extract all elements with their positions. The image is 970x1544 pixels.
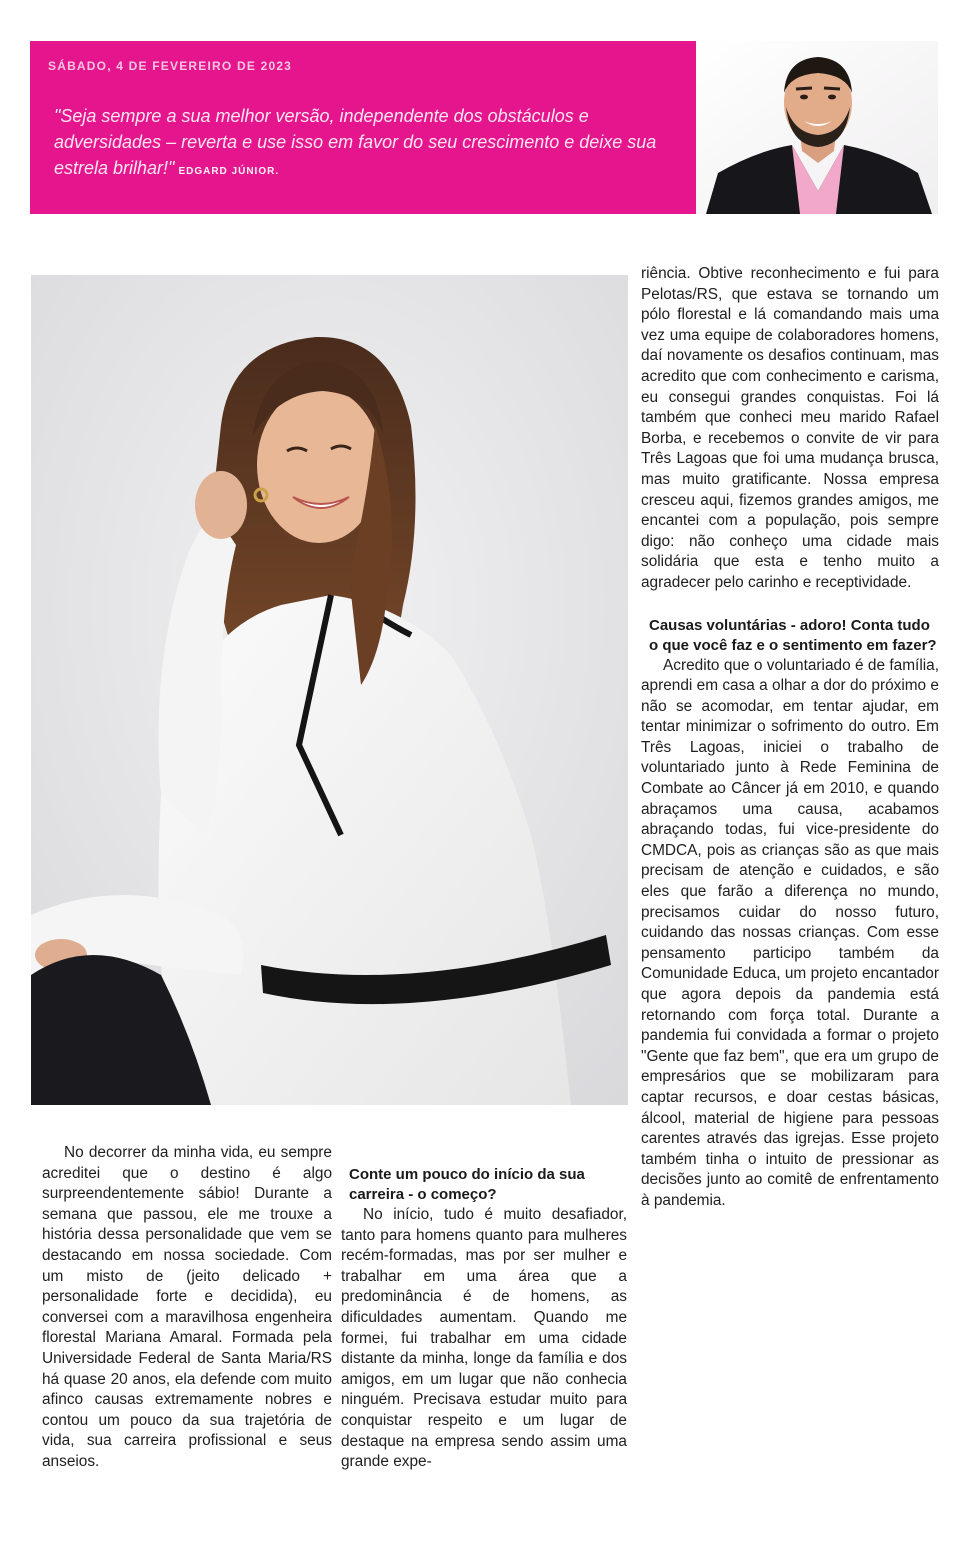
- columnist-portrait: [696, 41, 938, 214]
- answer-paragraph-career: No início, tudo é muito desafiador, tanto para homens quanto para mulheres recém-formadas, mas por ser mulher e trabalhar em uma área que a predominância é de homens, as dificuldades aumentam. Quando me formei, fui trabalhar em uma cidade distante da minha, longe da família e dos amigos, em um lugar que não conhecia ninguém. Precisava estudar muito para conquistar respeito e um lugar de destaque na empresa sendo assim uma grande expe-: [341, 1206, 627, 1471]
- article-column-3: [641, 264, 939, 1212]
- woman-portrait-image: [31, 275, 628, 1105]
- columnist-quote: [54, 103, 694, 185]
- publication-date: SÁBADO, 4 DE FEVEREIRO DE 2023: [48, 59, 293, 73]
- interview-photo: [31, 275, 628, 1105]
- answer-paragraph-volunteer: Acredito que o voluntariado é de família, aprendi em casa a olhar a dor do próximo e não se acomodar, em tentar ajudar, em tentar minimizar o sofrimento do outro. Em Três Lagoas, iniciei o trabalho de voluntariado junto à Rede Feminina de Combate ao Câncer já em 2010, e quando abraçamos uma causa, acabamos abraçando todas, fui vice-presidente do CMDCA, pois as crianças são as que mais precisam de atenção e cuidados, e são eles que farão a diferença no mundo, precisamos cuidar do nosso futuro, cuidando das nossas crianças. Com esse pensamento participo também da Comunidade Educa, um projeto encantador que agora depois da pandemia está retornando com força total. Durante a pandemia fui convidada a formar o projeto "Gente que faz bem", que era um grupo de empresários que se mobilizaram para captar recursos, e doar cestas básicas, álcool, material de higiene para pessoas carentes através das igrejas. Esse projeto também tinha o intuito de pressionar as decisões junto ao comitê de enfrentamento à pandemia.: [641, 656, 939, 1209]
- article-column-1: [42, 1143, 332, 1473]
- intro-paragraph: No decorrer da minha vida, eu sempre acreditei que o destino é algo surpreendentemente sábio! Durante a semana que passou, ele me trouxe a história dessa personalidade que vem se destacando em nossa sociedade. Com um misto de (jeito delicado + personalidade forte e decidida), eu conversei com a maravilhosa engenheira florestal Mariana Amaral. Formada pela Universidade Federal de Santa Maria/RS há quase 20 anos, ela defende com muito afinco causas extremamente nobres e contou um pouco da sua trajetória de vida, sua carreira profissional e seus anseios.: [42, 1144, 332, 1470]
- paragraph-spacer: [641, 594, 939, 616]
- article-column-2: [341, 1165, 627, 1473]
- quote-author: EDGARD JÚNIOR.: [178, 166, 280, 177]
- column-header-band: [30, 41, 938, 214]
- question-heading-career: Conte um pouco do início da sua carreira - o começo?: [349, 1166, 585, 1203]
- answer-paragraph-career-continued: riência. Obtive reconhecimento e fui para Pelotas/RS, que estava se tornando um pólo florestal e lá comandando mais uma vez uma equipe de colaboradores homens, daí novamente os desafios continuam, mas acredito que com conhecimento e carisma, eu consegui grandes conquistas. Foi lá também que conheci meu marido Rafael Borba, e recebemos o convite de vir para Três Lagoas que foi uma mudança brusca, mas muito gratificante. Nossa empresa cresceu aqui, fizemos grandes amigos, me encantei com a população, pois sempre digo: não conheço uma cidade mais solidária que esta e tenho muito a agradecer pelo carinho e receptividade.: [641, 265, 939, 591]
- question-heading-volunteer: Causas voluntárias - adoro! Conta tudo o que você faz e o sentimento em fazer?: [649, 616, 937, 654]
- quote-text: "Seja sempre a sua melhor versão, independente dos obstáculos e adversidades – reverta e use isso em favor do seu crescimento e deixe sua estrela brilhar!": [54, 106, 657, 178]
